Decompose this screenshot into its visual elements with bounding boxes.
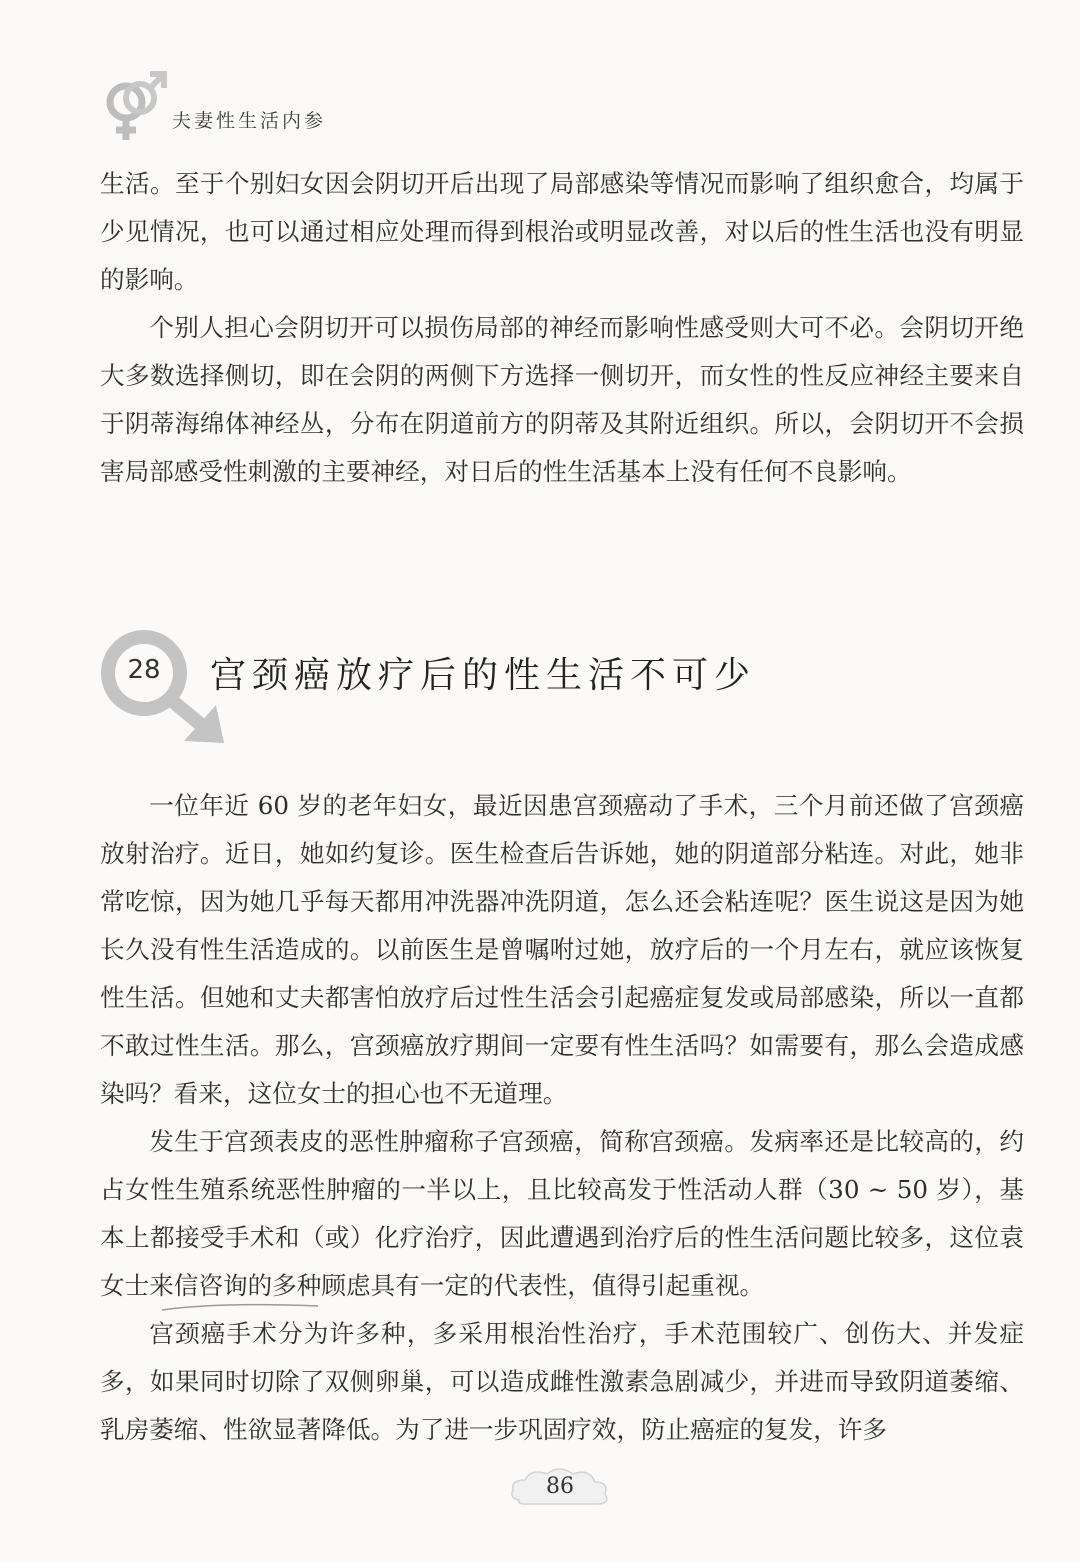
venus-mars-icon	[100, 68, 170, 148]
section-title: 宫颈癌放疗后的性生活不可少	[210, 655, 757, 696]
page-footer	[505, 1462, 615, 1512]
paragraph-nerve-damage: 个别人担心会阴切开可以损伤局部的神经而影响性感受则大可不必。会阴切开绝大多数选择侧切，即在会阴的两侧下方选择一侧切开，而女性的性反应神经主要来自于阴蒂海绵体神经丛，分布在阴道前方的阴蒂及其附近组织。所以，会阴切开不会损害局部感受性刺激的主要神经，对日后的性生活基本上没有任何不良影响。	[100, 313, 1024, 486]
header-title: 夫妻性生活内参	[172, 110, 327, 132]
paragraph-cervical-cancer: 发生于宫颈表皮的恶性肿瘤称子宫颈癌，简称宫颈癌。发病率还是比较高的，约占女性生殖系统恶性肿瘤的一半以上，且比较高发于性活动人群（30 ~ 50 岁），基本上都接受手术和（或）化疗治疗，因此遭遇到治疗后的性生活问题比较多，这位袁女士来信咨询的多种顾虑具有一定的代表性，值得引起重视。	[100, 1127, 1024, 1300]
paragraph-continued: 生活。至于个别妇女因会阴切开后出现了局部感染等情况而影响了组织愈合，均属于少见情况，也可以通过相应处理而得到根治或明显改善，对以后的性生活也没有明显的影响。	[100, 169, 1024, 294]
section-heading	[100, 625, 900, 755]
section-number: 28	[127, 655, 161, 685]
paragraph-case-story: 一位年近 60 岁的老年妇女，最近因患宫颈癌动了手术，三个月前还做了宫颈癌放射治疗。近日，她如约复诊。医生检查后告诉她，她的阴道部分粘连。对此，她非常吃惊，因为她几乎每天都用冲洗器冲洗阴道，怎么还会粘连呢？医生说这是因为她长久没有性生活造成的。以前医生是曾嘱咐过她，放疗后的一个月左右，就应该恢复性生活。但她和丈夫都害怕放疗后过性生活会引起癌症复发或局部感染，所以一直都不敢过性生活。那么，宫颈癌放疗期间一定要有性生活吗？如需要有，那么会造成感染吗？看来，这位女士的担心也不无道理。	[100, 791, 1024, 1108]
page-number: 86	[546, 1474, 574, 1499]
running-header	[100, 68, 500, 148]
pen-underline	[160, 1300, 320, 1314]
paragraph-surgery: 宫颈癌手术分为许多种，多采用根治性治疗，手术范围较广、创伤大、并发症多，如果同时切除了双侧卵巢，可以造成雌性激素急剧减少，并进而导致阴道萎缩、乳房萎缩、性欲显著降低。为了进一步巩固疗效，防止癌症的复发，许多	[100, 1319, 1024, 1444]
